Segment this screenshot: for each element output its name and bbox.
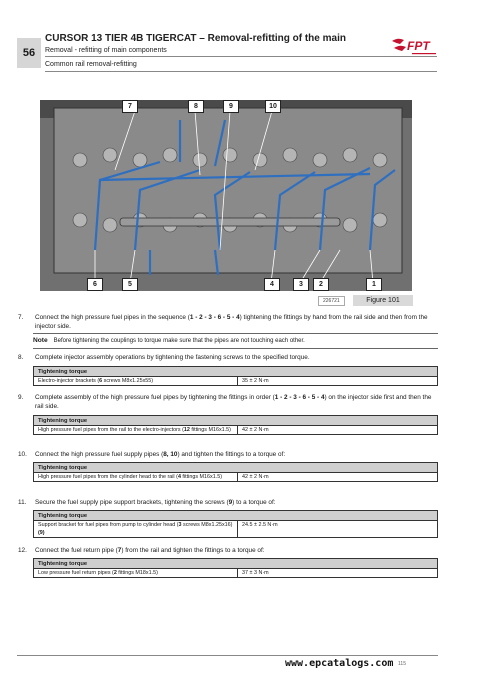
torque-table — [33, 558, 438, 578]
step-text: Connect the fuel return pipe (7) from the rail and tighten the fittings to a torque of: — [35, 547, 265, 554]
footer-divider — [17, 655, 438, 656]
step-number: 8. — [18, 354, 24, 361]
step-number: 12. — [18, 547, 27, 554]
table-desc: High pressure fuel pipes from the cylinder head to the rail (4 fittings M16x1.5) — [34, 473, 238, 482]
torque-table — [33, 510, 438, 538]
table-desc: High pressure fuel pipes from the rail to the electro-injectors (12 fittings M16x1.5) — [34, 426, 238, 435]
table-header: Tightening torque — [34, 416, 438, 426]
table-header: Tightening torque — [34, 511, 438, 521]
table-desc: Low pressure fuel return pipes (2 fittings M18x1.5) — [34, 569, 238, 578]
step-text: Connect the high pressure fuel pipes in the sequence (1 - 2 - 3 - 6 - 5 - 4) tightening the fittings by hand from the rail side and then from the injector side. — [35, 314, 428, 330]
footer-code: 115 — [398, 661, 406, 667]
note — [33, 337, 438, 344]
step-number: 11. — [18, 499, 27, 506]
table-desc: Support bracket for fuel pipes from pump to cylinder head (3 screws M8x1.25x16) (9) — [34, 521, 238, 538]
table-header: Tightening torque — [34, 463, 438, 473]
engine-figure — [40, 100, 412, 291]
note-label: Note — [33, 337, 48, 344]
callout-9: 9 — [223, 100, 239, 113]
step-text: Complete assembly of the high pressure fuel pipes by tightening the fittings in order (1 - 2 - 3 - 6 - 5 - 4) on the injector side first and then the rail side. — [35, 394, 432, 410]
callout-2: 2 — [313, 278, 329, 291]
table-desc: Electro-injector brackets (6 screws M8x1.25x55) — [34, 377, 238, 386]
callout-6: 6 — [87, 278, 103, 291]
watermark: www.epcatalogs.com — [285, 658, 394, 669]
step-text: Complete injector assembly operations by tightening the fastening screws to the specified torque. — [35, 354, 310, 361]
table-value: 35 ± 2 N·m — [238, 377, 438, 386]
figure-label: Figure 101 — [353, 295, 413, 306]
table-value: 24.5 ± 2.5 N·m — [238, 521, 438, 538]
fpt-logo — [390, 35, 442, 59]
table-header: Tightening torque — [34, 559, 438, 569]
callout-5: 5 — [122, 278, 138, 291]
note-text: Before tightening the couplings to torque make sure that the pipes are not touching each other. — [53, 338, 305, 344]
figure-code: 226721 — [318, 296, 345, 306]
common-rail-illustration — [40, 100, 412, 291]
torque-table — [33, 462, 438, 482]
callout-1: 1 — [366, 278, 382, 291]
page-number: 56 — [17, 38, 41, 68]
section-subtitle-2: Common rail removal-refitting — [45, 61, 137, 68]
table-value: 42 ± 2 N·m — [238, 473, 438, 482]
logo-text: FPT — [407, 39, 430, 53]
step-number: 10. — [18, 451, 27, 458]
table-value: 42 ± 2 N·m — [238, 426, 438, 435]
callout-10: 10 — [265, 100, 281, 113]
table-header: Tightening torque — [34, 367, 438, 377]
note-divider-bottom — [33, 348, 438, 349]
torque-table — [33, 415, 438, 435]
header-divider-2 — [45, 71, 437, 72]
callout-3: 3 — [293, 278, 309, 291]
note-divider-top — [33, 333, 438, 334]
callout-8: 8 — [188, 100, 204, 113]
step-text: Secure the fuel supply pipe support brackets, tightening the screws (9) to a torque of: — [35, 499, 276, 506]
step-number: 9. — [18, 394, 24, 401]
table-value: 37 ± 3 N·m — [238, 569, 438, 578]
torque-table — [33, 366, 438, 386]
page-title: CURSOR 13 TIER 4B TIGERCAT – Removal-refitting of the main — [45, 33, 346, 44]
step-text: Connect the high pressure fuel supply pipes (8, 10) and tighten the fittings to a torque of: — [35, 451, 286, 458]
step-number: 7. — [18, 314, 24, 321]
callout-4: 4 — [264, 278, 280, 291]
header-divider — [45, 56, 437, 57]
callout-7: 7 — [122, 100, 138, 113]
section-subtitle: Removal - refitting of main components — [45, 47, 167, 54]
